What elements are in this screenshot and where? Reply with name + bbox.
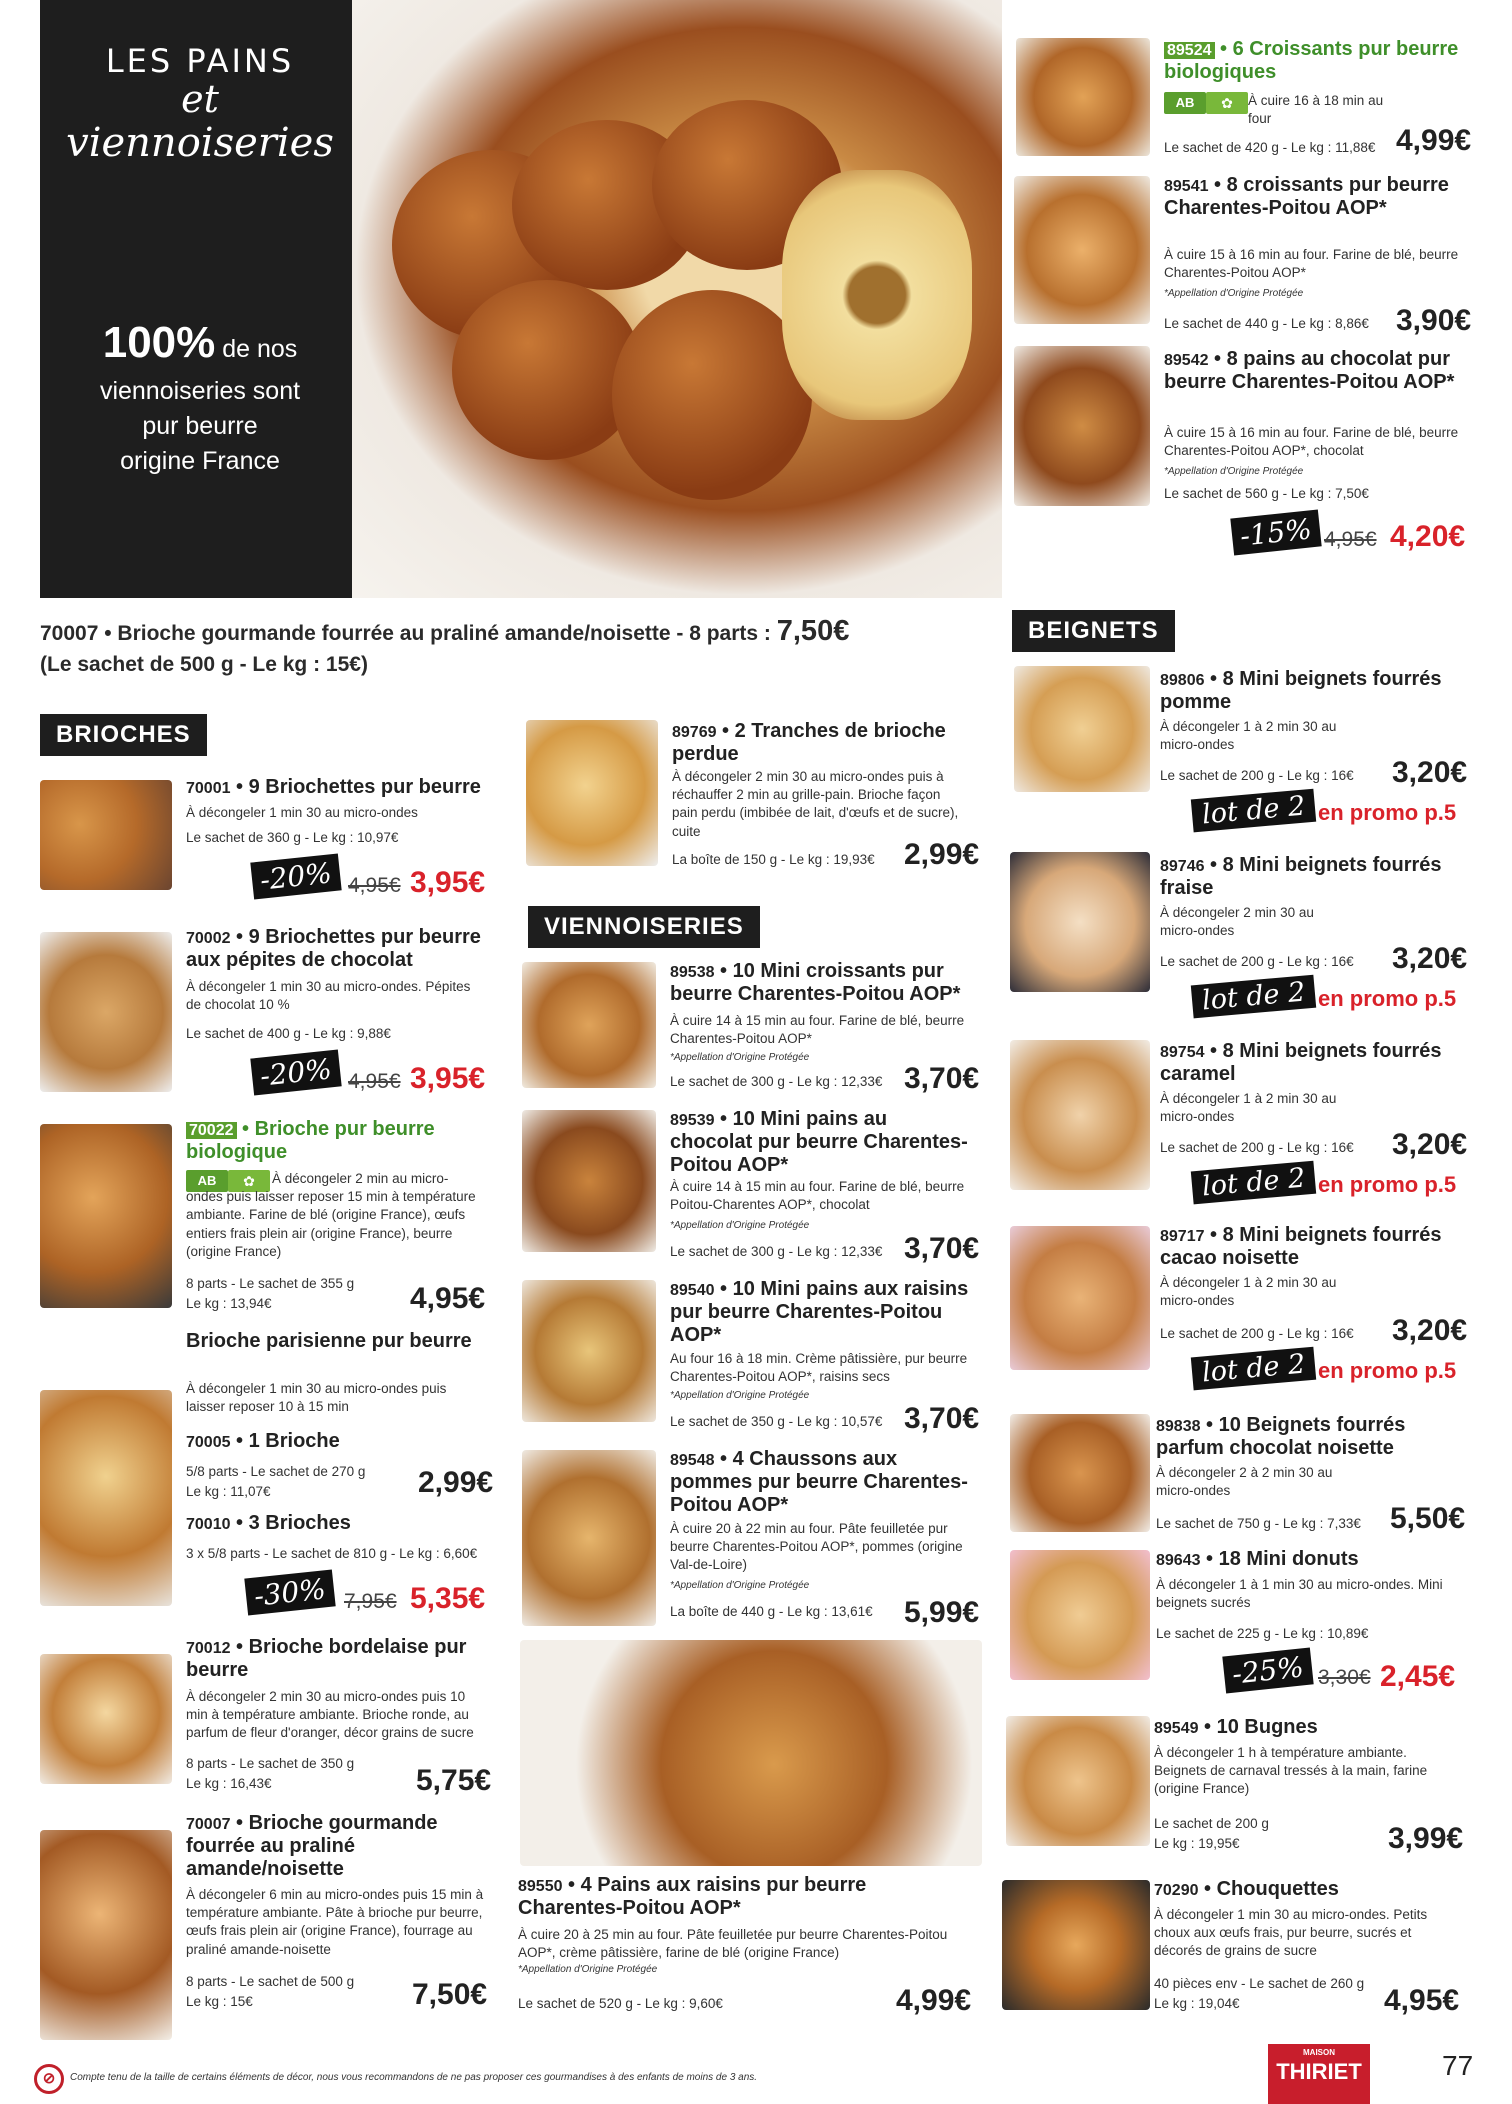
promo-link[interactable]: en promo p.5 — [1318, 1358, 1457, 1383]
product-info-kg: Le kg : 15€ — [186, 1994, 253, 2009]
product-image — [40, 1124, 172, 1308]
product-name: 89643 • 18 Mini donuts — [1156, 1548, 1359, 1570]
logo-maison: MAISON — [1303, 2048, 1335, 2057]
ab-bio-logo: AB — [186, 1170, 228, 1192]
promo-link[interactable]: en promo p.5 — [1318, 1172, 1457, 1197]
product-name: 89838 • 10 Beignets fourrés parfum chocolat noisette — [1156, 1414, 1406, 1459]
product-name: 70010 • 3 Brioches — [186, 1512, 351, 1534]
product-info: Le sachet de 420 g - Le kg : 11,88€ — [1164, 140, 1376, 155]
old-price: 7,95€ — [344, 1590, 397, 1613]
product-price: 4,20€ — [1390, 520, 1466, 553]
product-info: Le sachet de 225 g - Le kg : 10,89€ — [1156, 1626, 1369, 1641]
hero-sub-1: de nos — [215, 335, 298, 363]
product-info: 3 x 5/8 parts - Le sachet de 810 g - Le kg : 6,60€ — [186, 1546, 478, 1561]
lot-de-2-badge: lot de 2 — [1191, 1161, 1317, 1205]
hero-caption-price: 7,50€ — [776, 615, 850, 647]
product-info: Le sachet de 360 g - Le kg : 10,97€ — [186, 830, 399, 845]
product-price: 3,95€ — [410, 866, 486, 899]
product-desc: À décongeler 1 min 30 au micro-ondes. Pépites de chocolat 10 % — [186, 979, 471, 1013]
product-price: 5,99€ — [904, 1596, 980, 1629]
hero-caption-name: • Brioche gourmande fourrée au praliné amande/noisette - 8 parts : — [98, 622, 777, 645]
aop-note: *Appellation d'Origine Protégée — [670, 1390, 810, 1401]
product-desc: À décongeler 2 min au micro-ondes puis laisser reposer 15 min à température ambiante. Farine de blé (origine France), œufs entiers frais plein air (origine France), beurre (origine France) — [186, 1171, 476, 1259]
product-desc: À décongeler 1 h à température ambiante. Beignets de carnaval tressés à la main, farine (origine France) — [1154, 1745, 1428, 1797]
product-info: Le sachet de 750 g - Le kg : 7,33€ — [1156, 1516, 1361, 1531]
product-name: 89769 • 2 Tranches de brioche perdue — [672, 720, 946, 765]
product-desc: À décongeler 6 min au micro-ondes puis 15 min à température ambiante. Pâte à brioche pur beurre, œufs frais plein air (origine France), fourrage au praliné amande-noisette — [186, 1887, 484, 1957]
product-info: La boîte de 440 g - Le kg : 13,61€ — [670, 1604, 873, 1619]
product-name: 89538 • 10 Mini croissants pur beurre Charentes-Poitou AOP* — [670, 960, 961, 1005]
product-name: 89549 • 10 Bugnes — [1154, 1716, 1318, 1738]
section-beignets: BEIGNETS — [1012, 610, 1175, 652]
product-info-kg: Le kg : 19,04€ — [1154, 1996, 1240, 2011]
aop-note: *Appellation d'Origine Protégée — [670, 1220, 810, 1231]
hero-caption-sub: (Le sachet de 500 g - Le kg : 15€) — [40, 653, 368, 677]
product-info: Le sachet de 200 g — [1154, 1816, 1269, 1831]
discount-badge: -20% — [250, 1050, 341, 1096]
product-image — [1010, 852, 1150, 992]
hero-caption — [40, 612, 1000, 679]
product-desc: À décongeler 1 à 2 min 30 au micro-ondes — [1160, 719, 1337, 753]
product-name: 70005 • 1 Brioche — [186, 1430, 340, 1452]
product-image — [1010, 1226, 1150, 1370]
hero-title-line1: LES PAINS — [105, 42, 295, 80]
product-image — [526, 720, 658, 866]
product-name: 89717 • 8 Mini beignets fourrés cacao noisette — [1160, 1224, 1442, 1269]
hero-sub-4: origine France — [120, 446, 280, 475]
aop-note: *Appellation d'Origine Protégée — [518, 1964, 658, 1975]
product-info: 5/8 parts - Le sachet de 270 g — [186, 1464, 366, 1479]
product-price: 3,20€ — [1392, 1314, 1468, 1347]
product-price: 7,50€ — [412, 1978, 488, 2011]
product-price: 5,50€ — [1390, 1502, 1466, 1535]
hero-subtitle — [70, 312, 330, 479]
product-info: Le sachet de 200 g - Le kg : 16€ — [1160, 768, 1354, 783]
product-desc: Au four 16 à 18 min. Crème pâtissière, pur beurre Charentes-Poitou AOP*, raisins secs — [670, 1351, 968, 1385]
product-image — [40, 780, 172, 890]
promo-link[interactable]: en promo p.5 — [1318, 986, 1457, 1011]
product-desc: À décongeler 1 min 30 au micro-ondes. Petits choux aux œufs frais, pur beurre, sucrés et décorés de grains de sucre — [1154, 1907, 1428, 1959]
product-desc: À décongeler 1 min 30 au micro-ondes puis laisser reposer 10 à 15 min — [186, 1381, 447, 1415]
product-image — [1016, 38, 1150, 156]
product-name: 89539 • 10 Mini pains au chocolat pur beurre Charentes-Poitou AOP* — [670, 1108, 968, 1176]
product-price: 4,99€ — [896, 1984, 972, 2017]
product-price: 3,99€ — [1388, 1822, 1464, 1855]
product-desc: À cuire 20 à 25 min au four. Pâte feuilletée pur beurre Charentes-Poitou AOP*, crème pâtissière, farine de blé (origine France) — [518, 1927, 948, 1961]
product-name: 70002 • 9 Briochettes pur beurre aux pépites de chocolat — [186, 926, 481, 971]
product-desc: À décongeler 1 à 2 min 30 au micro-ondes — [1160, 1275, 1337, 1309]
hero-percent: 100% — [102, 318, 216, 367]
product-desc: À décongeler 2 à 2 min 30 au micro-ondes — [1156, 1465, 1333, 1499]
page-number: 77 — [1442, 2050, 1474, 2081]
product-name: 89548 • 4 Chaussons aux pommes pur beurre Charentes-Poitou AOP* — [670, 1448, 968, 1516]
product-image — [40, 1654, 172, 1784]
product-image — [522, 1280, 656, 1422]
aop-note: *Appellation d'Origine Protégée — [1164, 466, 1304, 477]
product-desc: À décongeler 1 min 30 au micro-ondes — [186, 805, 418, 820]
discount-badge: -20% — [250, 854, 341, 900]
product-info: La boîte de 150 g - Le kg : 19,93€ — [672, 852, 875, 867]
discount-badge: -15% — [1230, 510, 1321, 556]
old-price: 4,95€ — [348, 1070, 401, 1093]
eu-bio-logo: ✿ — [1206, 92, 1248, 114]
product-price: 3,70€ — [904, 1402, 980, 1435]
logo-text: THIRIET — [1276, 2059, 1362, 2084]
ab-bio-logo: AB — [1164, 92, 1206, 114]
no-child-under-3-icon: ⊘ — [34, 2064, 64, 2094]
product-price: 3,20€ — [1392, 942, 1468, 975]
product-info-kg: Le kg : 13,94€ — [186, 1296, 272, 1311]
product-name: 70290 • Chouquettes — [1154, 1878, 1339, 1900]
product-price: 3,20€ — [1392, 1128, 1468, 1161]
product-price: 3,90€ — [1396, 304, 1472, 337]
product-name: 89524 • 6 Croissants pur beurre biologiques — [1164, 38, 1459, 83]
product-price: 5,35€ — [410, 1582, 486, 1615]
product-info: 8 parts - Le sachet de 355 g — [186, 1276, 355, 1291]
section-viennoiseries: VIENNOISERIES — [528, 906, 760, 948]
product-price: 3,95€ — [410, 1062, 486, 1095]
product-name: 70022 • Brioche pur beurre biologique — [186, 1118, 435, 1163]
product-price: 3,70€ — [904, 1062, 980, 1095]
hero-panel — [40, 0, 352, 598]
product-desc: À décongeler 1 à 1 min 30 au micro-ondes. Mini beignets sucrés — [1156, 1577, 1443, 1611]
product-image — [1010, 1414, 1150, 1532]
discount-badge: -25% — [1222, 1648, 1313, 1694]
hero-sub-3: pur beurre — [142, 411, 258, 440]
thiriet-logo[interactable] — [1268, 2044, 1370, 2104]
product-price: 4,95€ — [1384, 1984, 1460, 2017]
product-info: Le sachet de 300 g - Le kg : 12,33€ — [670, 1244, 883, 1259]
product-price: 2,99€ — [904, 838, 980, 871]
product-desc: À cuire 20 à 22 min au four. Pâte feuilletée pur beurre Charentes-Poitou AOP*, pommes (origine Val-de-Loire) — [670, 1521, 963, 1573]
product-price: 5,75€ — [416, 1764, 492, 1797]
section-brioches: BRIOCHES — [40, 714, 207, 756]
product-price: 4,95€ — [410, 1282, 486, 1315]
hero-brioche-photo — [352, 0, 1002, 598]
product-name: 89754 • 8 Mini beignets fourrés caramel — [1160, 1040, 1442, 1085]
hero-sub-2: viennoiseries sont — [99, 376, 301, 405]
product-image — [1010, 1040, 1150, 1190]
product-desc: À cuire 14 à 15 min au four. Farine de blé, beurre Charentes-Poitou AOP* — [670, 1013, 965, 1047]
product-image — [1006, 1716, 1150, 1846]
product-info: Le sachet de 350 g - Le kg : 10,57€ — [670, 1414, 883, 1429]
product-desc: À décongeler 2 min 30 au micro-ondes puis 10 min à température ambiante. Brioche ronde, au parfum de fleur d'oranger, décor grains de sucre — [186, 1689, 474, 1741]
hero-title-line2: et — [181, 77, 219, 122]
product-name: 89746 • 8 Mini beignets fourrés fraise — [1160, 854, 1442, 899]
product-name: 70007 • Brioche gourmande fourrée au praliné amande/noisette — [186, 1812, 438, 1880]
product-price: 2,45€ — [1380, 1660, 1456, 1693]
product-image — [520, 1640, 982, 1866]
product-image — [522, 1110, 656, 1252]
aop-note: *Appellation d'Origine Protégée — [1164, 288, 1304, 299]
product-info-kg: Le kg : 16,43€ — [186, 1776, 272, 1791]
product-image — [1002, 1880, 1150, 2010]
product-name: 70012 • Brioche bordelaise pur beurre — [186, 1636, 467, 1681]
product-info: 8 parts - Le sachet de 500 g — [186, 1974, 355, 1989]
product-name: 89550 • 4 Pains aux raisins pur beurre Charentes-Poitou AOP* — [518, 1874, 867, 1919]
product-info: Le sachet de 200 g - Le kg : 16€ — [1160, 1326, 1354, 1341]
product-price: 2,99€ — [418, 1466, 494, 1499]
product-info: Le sachet de 440 g - Le kg : 8,86€ — [1164, 316, 1369, 331]
product-info-kg: Le kg : 19,95€ — [1154, 1836, 1240, 1851]
product-image — [522, 1450, 656, 1626]
product-desc: À décongeler 2 min 30 au micro-ondes puis à réchauffer 2 min au grille-pain. Brioche façon pain perdu (imbibée de lait, d'œufs et de sucre), cuite — [672, 769, 959, 839]
product-info: Le sachet de 200 g - Le kg : 16€ — [1160, 954, 1354, 969]
product-image — [40, 1830, 172, 2040]
product-info: Le sachet de 200 g - Le kg : 16€ — [1160, 1140, 1354, 1155]
product-info: Le sachet de 520 g - Le kg : 9,60€ — [518, 1996, 723, 2011]
product-info: 40 pièces env - Le sachet de 260 g — [1154, 1976, 1365, 1991]
promo-link[interactable]: en promo p.5 — [1318, 800, 1457, 825]
aop-note: *Appellation d'Origine Protégée — [670, 1580, 810, 1591]
product-name: 70001 • 9 Briochettes pur beurre — [186, 776, 481, 798]
product-desc: À décongeler 1 à 2 min 30 au micro-ondes — [1160, 1091, 1337, 1125]
product-desc: À cuire 15 à 16 min au four. Farine de blé, beurre Charentes-Poitou AOP*, chocolat — [1164, 425, 1459, 459]
product-name: Brioche parisienne pur beurre — [186, 1330, 472, 1352]
product-image — [1014, 346, 1150, 506]
product-info-kg: Le kg : 11,07€ — [186, 1484, 271, 1499]
product-desc: À cuire 15 à 16 min au four. Farine de blé, beurre Charentes-Poitou AOP* — [1164, 247, 1459, 281]
product-name: 89541 • 8 croissants pur beurre Charentes-Poitou AOP* — [1164, 174, 1449, 219]
eu-bio-logo: ✿ — [228, 1170, 270, 1192]
old-price: 3,30€ — [1318, 1666, 1371, 1689]
product-desc: À cuire 16 à 18 min au four — [1248, 93, 1384, 127]
product-price: 4,99€ — [1396, 124, 1472, 157]
old-price: 4,95€ — [348, 874, 401, 897]
product-image — [1014, 666, 1150, 792]
hero-title-line3: viennoiseries — [66, 119, 334, 166]
product-image — [1010, 1550, 1150, 1680]
product-name: 89806 • 8 Mini beignets fourrés pomme — [1160, 668, 1442, 713]
product-image — [1014, 176, 1150, 324]
aop-note: *Appellation d'Origine Protégée — [670, 1052, 810, 1063]
lot-de-2-badge: lot de 2 — [1191, 1347, 1317, 1391]
product-image — [40, 932, 172, 1092]
product-name: 89542 • 8 pains au chocolat pur beurre Charentes-Poitou AOP* — [1164, 348, 1455, 393]
product-info: 8 parts - Le sachet de 350 g — [186, 1756, 355, 1771]
product-image — [522, 962, 656, 1088]
lot-de-2-badge: lot de 2 — [1191, 789, 1317, 833]
product-price: 3,20€ — [1392, 756, 1468, 789]
product-image — [40, 1390, 172, 1606]
product-name: 89540 • 10 Mini pains aux raisins pur beurre Charentes-Poitou AOP* — [670, 1278, 969, 1346]
lot-de-2-badge: lot de 2 — [1191, 975, 1317, 1019]
product-info: Le sachet de 400 g - Le kg : 9,88€ — [186, 1026, 391, 1041]
hero-caption-code: 70007 — [40, 622, 99, 645]
discount-badge: -30% — [244, 1570, 335, 1616]
product-price: 3,70€ — [904, 1232, 980, 1265]
old-price: 4,95€ — [1324, 528, 1377, 551]
product-info: Le sachet de 560 g - Le kg : 7,50€ — [1164, 486, 1369, 501]
footer-warning: Compte tenu de la taille de certains éléments de décor, nous vous recommandons de ne pas proposer ces gourmandises à des enfants de moins de 3 ans. — [70, 2072, 758, 2083]
product-desc: À décongeler 2 min 30 au micro-ondes — [1160, 905, 1314, 939]
product-info: Le sachet de 300 g - Le kg : 12,33€ — [670, 1074, 883, 1089]
hero-title — [60, 44, 340, 165]
product-desc: À cuire 14 à 15 min au four. Farine de blé, beurre Poitou-Charentes AOP*, chocolat — [670, 1179, 965, 1213]
